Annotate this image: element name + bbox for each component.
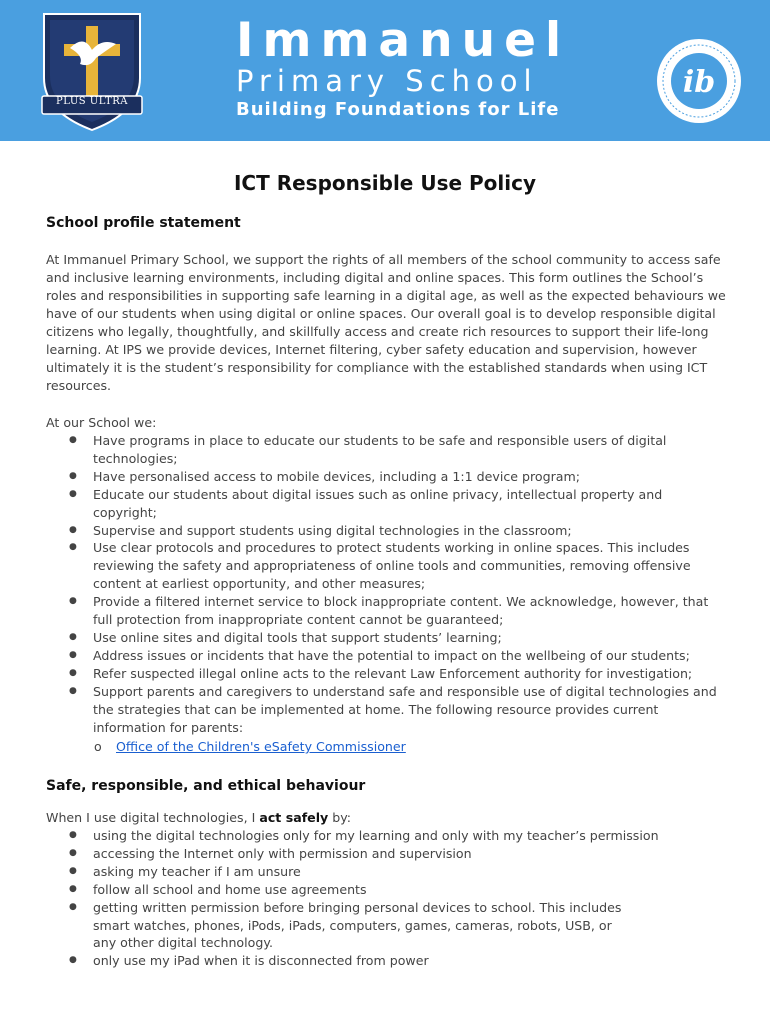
behaviour-intro-suffix: by:	[328, 810, 352, 825]
list-item: ● using the digital technologies only for my learning and only with my teacher’s permission	[46, 827, 726, 845]
list-item: ● only use my iPad when it is disconnected from power	[46, 952, 726, 970]
list-item: ● Provide a filtered internet service to block inappropriate content. We acknowledge, however, that full protection from inappropriate content cannot be guaranteed;	[46, 593, 726, 629]
behaviour-list	[46, 827, 726, 970]
list-item: ● Educate our students about digital issues such as online privacy, intellectual property and copyright;	[46, 486, 726, 522]
school-we-intro: At our School we:	[46, 415, 157, 430]
resource-sub-item	[94, 738, 406, 756]
list-item: ● Have personalised access to mobile devices, including a 1:1 device program;	[46, 468, 726, 486]
list-item: ● Address issues or incidents that have the potential to impact on the wellbeing of our students;	[46, 647, 726, 665]
header-banner	[0, 0, 770, 141]
list-item: ● accessing the Internet only with permission and supervision	[46, 845, 726, 863]
profile-heading: School profile statement	[46, 215, 241, 231]
list-item: ● Have programs in place to educate our students to be safe and responsible users of digital technologies;	[46, 432, 726, 468]
sub-bullet-marker: o	[94, 739, 102, 754]
list-item: ● follow all school and home use agreements	[46, 881, 726, 899]
list-item: ● Refer suspected illegal online acts to the relevant Law Enforcement authority for investigation;	[46, 665, 726, 683]
behaviour-heading: Safe, responsible, and ethical behaviour	[46, 778, 366, 794]
list-item: ● Supervise and support students using digital technologies in the classroom;	[46, 522, 726, 540]
school-crest-icon	[40, 8, 144, 132]
svg-text:ib: ib	[682, 65, 716, 100]
crest-motto: PLUS ULTRA	[56, 96, 128, 107]
document-title: ICT Responsible Use Policy	[233, 171, 537, 195]
school-name: Immanuel	[236, 13, 571, 68]
behaviour-intro-text: When I use digital technologies, I	[46, 810, 260, 825]
list-item: ● Use clear protocols and procedures to protect students working in online spaces. This includes reviewing the safety and appropriateness of online tools and communities, removing offensive content at earliest opportunity, and other measures;	[46, 539, 726, 593]
school-subtitle: Primary School	[236, 64, 538, 98]
school-we-list	[46, 432, 726, 736]
ib-world-school-logo-icon	[656, 38, 742, 124]
list-item: ● Support parents and caregivers to understand safe and responsible use of digital technologies and the strategies that can be implemented at home. The following resource provides current information for parents:	[46, 683, 726, 737]
esafety-commissioner-link[interactable]: Office of the Children's eSafety Commissioner	[116, 739, 406, 754]
profile-paragraph: At Immanuel Primary School, we support the rights of all members of the school community to access safe and inclusive learning environments, including digital and online spaces. This form outlines the School’s roles and responsibilities in supporting safe learning in a digital age, as well as the expected behaviours we have of our students when using digital or online spaces. Our overall goal is to develop responsible digital citizens who legally, thoughtfully, and skillfully access and create rich resources to support their life-long learning. At IPS we provide devices, Internet filtering, cyber safety education and supervision, however ultimately it is the student’s responsibility for compliance with the established standards when using ICT resources.	[46, 252, 726, 393]
list-item: ● Use online sites and digital tools that support students’ learning;	[46, 629, 726, 647]
list-item: ● getting written permission before bringing personal devices to school. This includes smart watches, phones, iPods, iPads, computers, games, cameras, robots, USB, or any other digital technology.	[46, 899, 726, 953]
behaviour-intro-bold: act safely	[259, 810, 329, 825]
school-tagline: Building Foundations for Life	[236, 99, 560, 120]
list-item: ● asking my teacher if I am unsure	[46, 863, 726, 881]
behaviour-intro	[46, 809, 726, 827]
